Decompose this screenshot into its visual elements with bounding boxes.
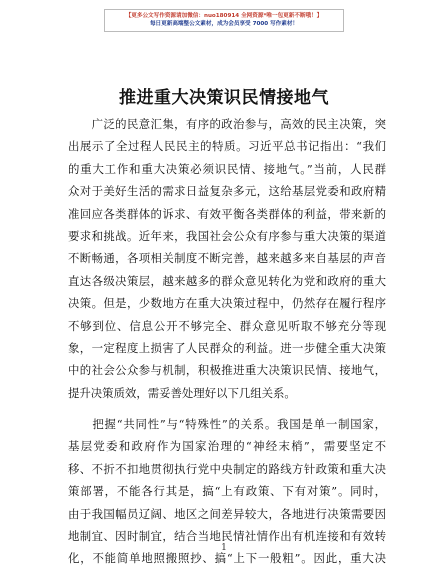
text-line: 直达各级决策层，越来越多的群众意见转化为党和政府的重大 (68, 273, 386, 288)
page-number: 1 (221, 543, 227, 553)
text-line: 提升决策质效，需妥善处理好以下几组关系。 (68, 385, 296, 400)
text-line: 要求和挑战。近年来，我国社会公众有序参与重大决策的渠道 (68, 228, 386, 243)
text-line: 策部署，不能各行其是，搞“上有政策、下有对策”。同时， (68, 484, 386, 499)
promo-header-line-2: 每日更新高端整公文素材，成为会员享受 7000 写作素材！ (149, 21, 299, 27)
text-line: 基层党委和政府作为国家治理的“神经末梢”，需要坚定不 (68, 439, 386, 454)
promo-header-line-1: 【更多公文写作资源请加微信：nuo180914 全网资源*唯一包更新不断哦！】 (125, 13, 323, 19)
text-line: 决策。但是，少数地方在重大决策过程中，仍然存在履行程序 (68, 296, 386, 311)
text-line: 象，一定程度上损害了人民群众的利益。进一步健全重大决策 (68, 340, 386, 355)
text-line: 把握“共同性”与“特殊性”的关系。我国是单一制国家， (68, 417, 386, 432)
text-line: 移、不折不扣地贯彻执行党中央制定的路线方针政策和重大决 (68, 461, 386, 476)
text-line: 化，不能简单地照搬照抄、搞“上下一般粗”。因此，重大决 (68, 551, 386, 566)
text-line: 不够到位、信息公开不够完全、群众意见听取不够充分等现 (68, 318, 386, 333)
text-line: 由于我国幅员辽阔、地区之间差异较大，各地进行决策需要因 (68, 506, 386, 521)
text-line: 不断畅通，各项相关制度不断完善，越来越多来自基层的声音 (68, 251, 386, 266)
text-line: 众对于美好生活的需求日益复杂多元，这给基层党委和政府精 (68, 184, 386, 199)
document-body (68, 113, 386, 570)
paragraph-spacer (68, 404, 386, 413)
text-line: 中的社会公众参与机制，积极推进重大决策识民情、接地气， (68, 363, 386, 378)
paragraph-1 (68, 113, 386, 404)
text-line: 地制宜、因时制宜，结合当地民情社情作出有机连接和有效转 (68, 529, 386, 544)
text-line: 广泛的民意汇集，有序的政治参与，高效的民主决策，突 (68, 117, 386, 131)
promo-header-banner (104, 9, 344, 32)
text-line: 准回应各类群体的诉求、有效平衡各类群体的利益，带来新的 (68, 206, 386, 221)
document-title: 推进重大决策识民情接地气 (119, 88, 329, 108)
text-line: 出展示了全过程人民民主的特质。习近平总书记指出：“我们 (68, 139, 386, 154)
text-line: 的重大工作和重大决策必须识民情、接地气。”当前，人民群 (68, 161, 386, 176)
